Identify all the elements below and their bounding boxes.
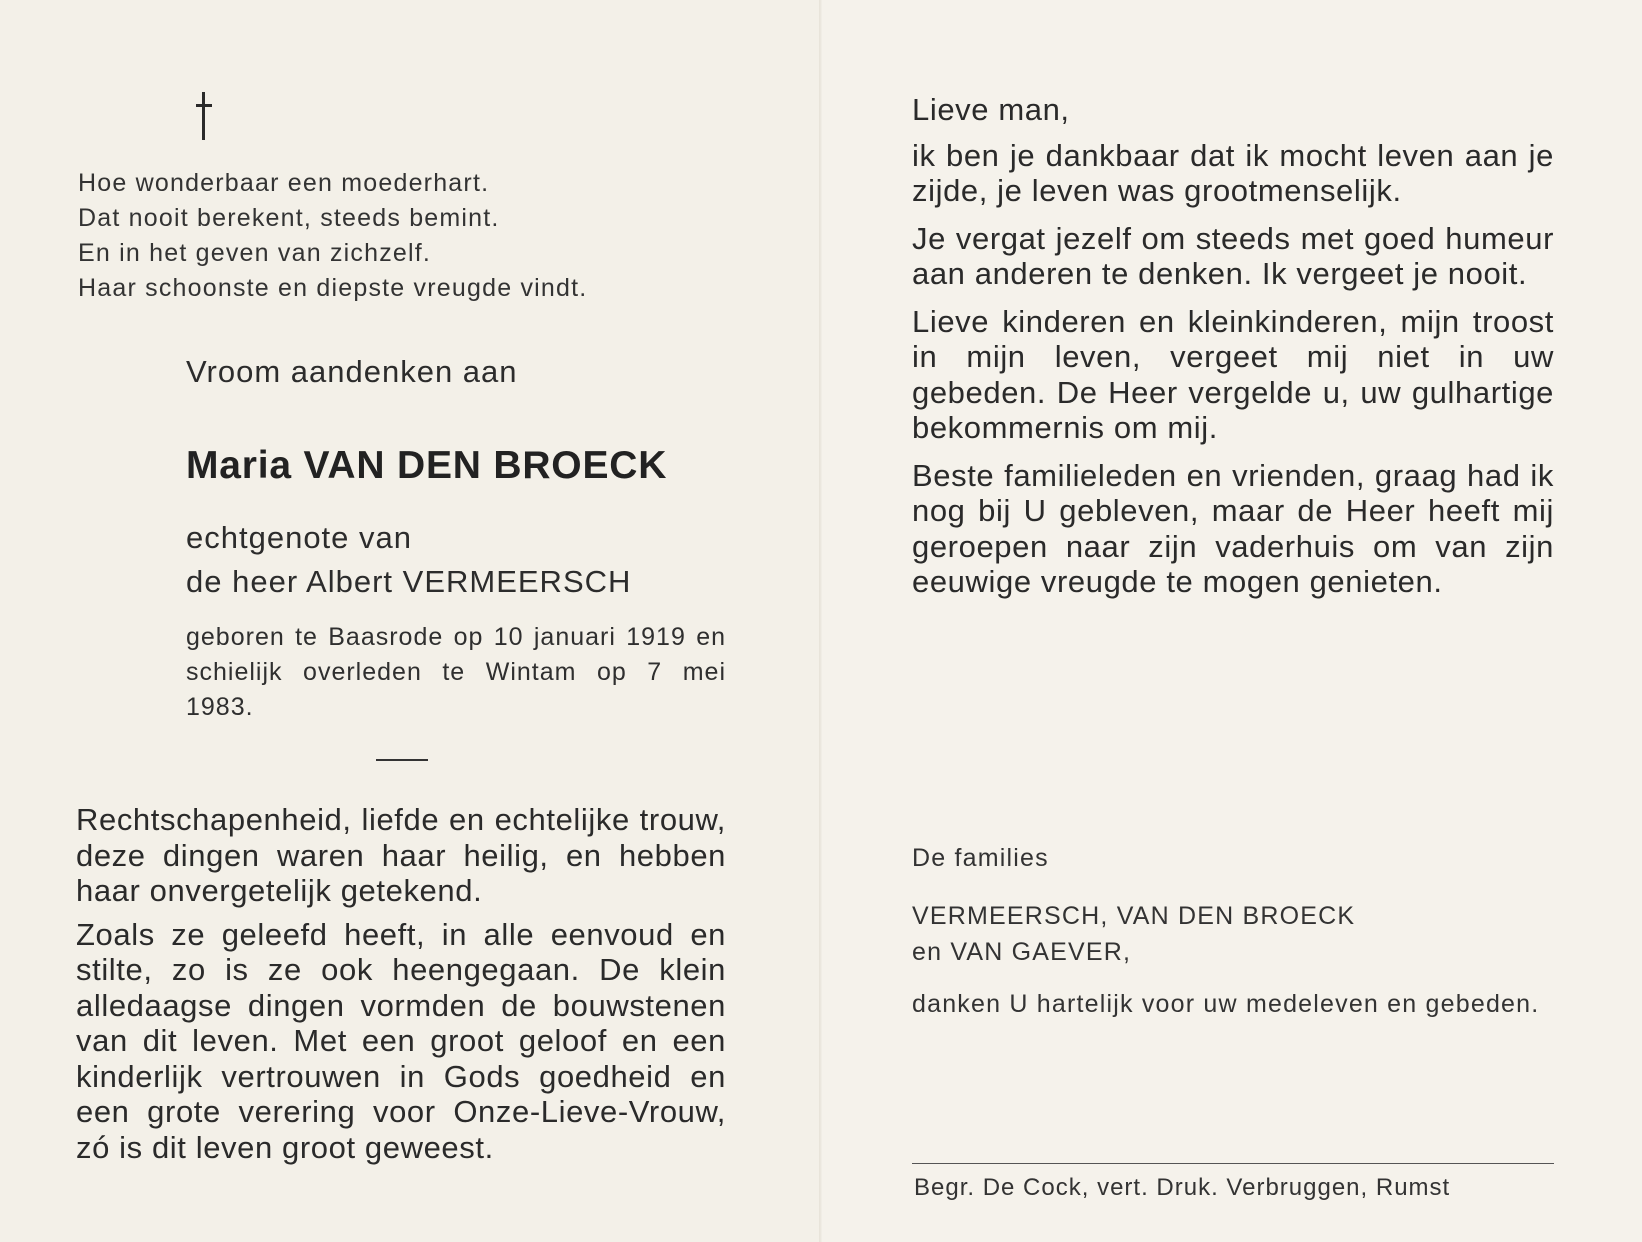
salutation: Lieve man, [912,92,1070,127]
poem [78,166,587,306]
family-names-line-2: en VAN GAEVER, [912,938,1132,966]
tribute-text [76,802,726,1173]
farewell-paragraph: Je vergat jezelf om steeds met goed humeur aan anderen te denken. Ik vergeet je nooit. [912,220,1554,291]
farewell-paragraph: Beste familieleden en vrienden, graag had ik nog bij U gebleven, maar de Heer heeft mij geroepen naar zijn vaderhuis om van zijn eeuwige vreugde te mogen genieten. [912,457,1554,599]
poem-line: Haar schoonste en diepste vreugde vindt. [78,274,588,302]
left-panel [0,0,820,1242]
tribute-paragraph: Rechtschapenheid, liefde en echtelijke trouw, deze dingen waren haar heilig, en hebben haar onvergetelijk getekend. [76,802,726,908]
birth-death-dates: geboren te Baasrode op 10 januari 1919 en schielijk overleden te Wintam op 7 mei 1983. [186,623,726,721]
farewell-paragraph: Lieve kinderen en kleinkinderen, mijn troost in mijn leven, vergeet mij niet in uw gebeden. De Heer vergelde u, uw gulhartige bekommernis om mij. [912,303,1554,445]
intro-text: Vroom aandenken aan [186,354,518,389]
family-names-line-1: VERMEERSCH, VAN DEN BROECK [912,902,1356,930]
tribute-paragraph: Zoals ze geleefd heeft, in alle eenvoud en stilte, zo is ze ook heengegaan. De klein alledaagse dingen vormden de bouwstenen van dit leven. Met een groot geloof en een kinderlijk vertrouwen in Gods goedheid en een grote verering voor Onze-Lieve-Vrouw, zó is dit leven groot geweest. [76,916,726,1165]
farewell-text [912,92,1554,612]
spouse-info [186,516,631,604]
cross-icon [196,92,212,142]
printer-credit: Begr. De Cock, vert. Druk. Verbruggen, Rumst [914,1174,1451,1201]
families-label: De families [912,844,1049,872]
poem-line: Dat nooit berekent, steeds bemint. [78,204,500,232]
farewell-paragraph: ik ben je dankbaar dat ik mocht leven aan je zijde, je leven was grootmenselijk. [912,137,1554,208]
footer-rule [912,1163,1554,1164]
poem-line: En in het geven van zichzelf. [78,239,432,267]
spouse-line-1: echtgenote van [186,520,413,555]
deceased-name: Maria VAN DEN BROECK [186,444,668,487]
family-names [912,898,1355,970]
poem-line: Hoe wonderbaar een moederhart. [78,169,490,197]
spouse-line-2: de heer Albert VERMEERSCH [186,564,632,599]
divider [376,759,428,761]
thanks-text: danken U hartelijk voor uw medeleven en gebeden. [912,990,1540,1018]
